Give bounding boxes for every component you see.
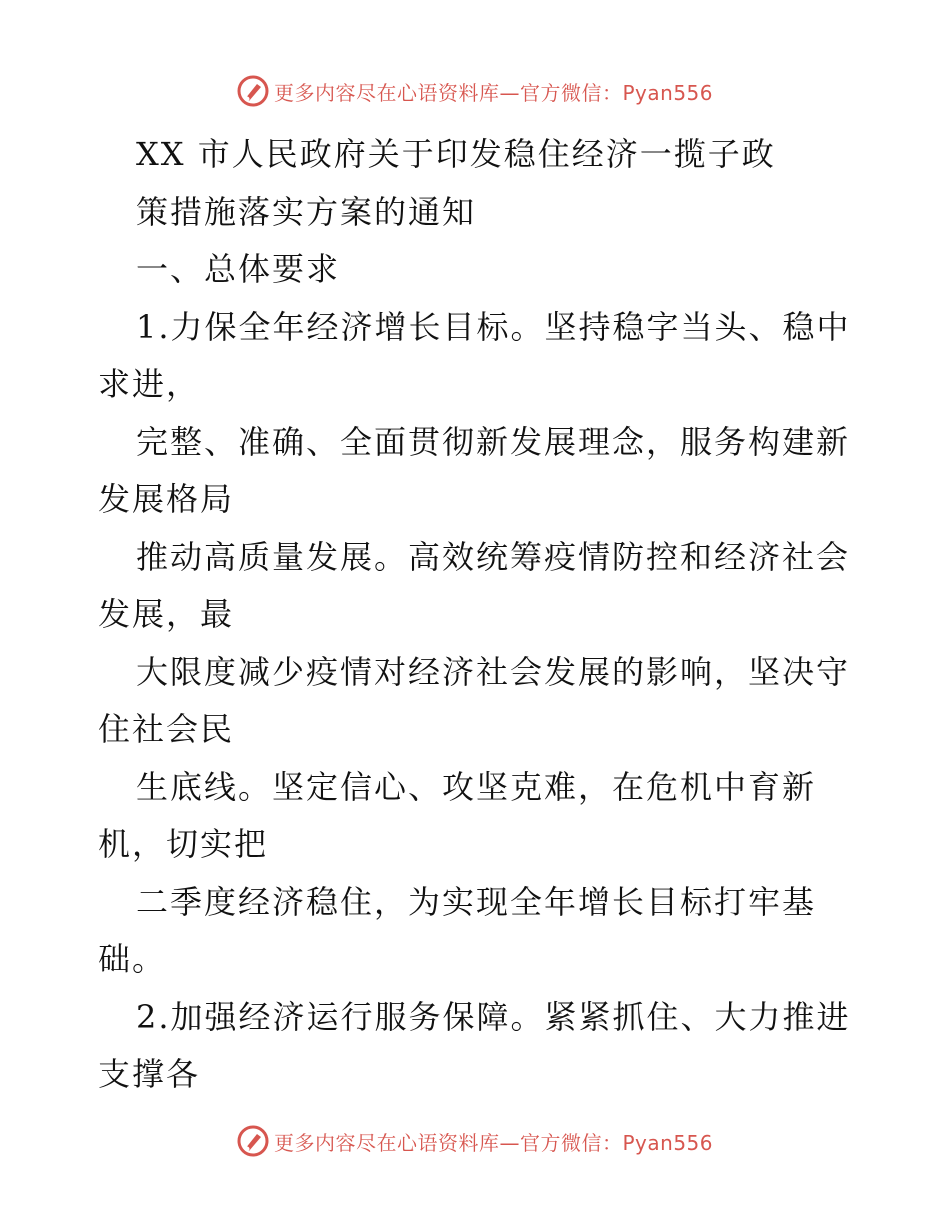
text-line: 机，切实把 bbox=[98, 825, 269, 863]
pen-logo-icon bbox=[236, 74, 270, 108]
text-line: 发展，最 bbox=[98, 595, 235, 633]
watermark-text: 更多内容尽在心语资料库—官方微信：Pyan556 bbox=[274, 1130, 714, 1155]
text-line: 二季度经济稳住，为实现全年增长目标打牢基 bbox=[136, 882, 817, 921]
text-line: 求进， bbox=[98, 365, 201, 403]
text-line: 础。 bbox=[98, 940, 167, 978]
text-line: XX 市人民政府关于印发稳住经济一揽子政 bbox=[136, 135, 776, 173]
text-line: 推动高质量发展。高效统筹疫情防控和经济社会 bbox=[136, 537, 851, 576]
text-line: 2.加强经济运行服务保障。紧紧抓住、大力推进 bbox=[136, 997, 851, 1036]
text-line: 策措施落实方案的通知 bbox=[136, 192, 477, 231]
watermark-text: 更多内容尽在心语资料库—官方微信：Pyan556 bbox=[274, 80, 714, 105]
text-line: 1.力保全年经济增长目标。坚持稳字当头、稳中 bbox=[136, 307, 851, 346]
text-line: 大限度减少疫情对经济社会发展的影响，坚决守 bbox=[136, 652, 851, 691]
document-body bbox=[98, 126, 858, 1104]
text-line: 生底线。坚定信心、攻坚克难，在危机中育新 bbox=[136, 767, 817, 806]
pen-logo-icon bbox=[236, 1124, 270, 1158]
footer-watermark bbox=[236, 1124, 713, 1158]
text-line: 住社会民 bbox=[98, 710, 235, 748]
text-line: 一、总体要求 bbox=[136, 250, 341, 288]
text-line: 支撑各 bbox=[98, 1055, 201, 1093]
text-line: 完整、准确、全面贯彻新发展理念，服务构建新 bbox=[136, 422, 851, 461]
header-watermark bbox=[236, 74, 713, 108]
text-line: 发展格局 bbox=[98, 480, 235, 518]
